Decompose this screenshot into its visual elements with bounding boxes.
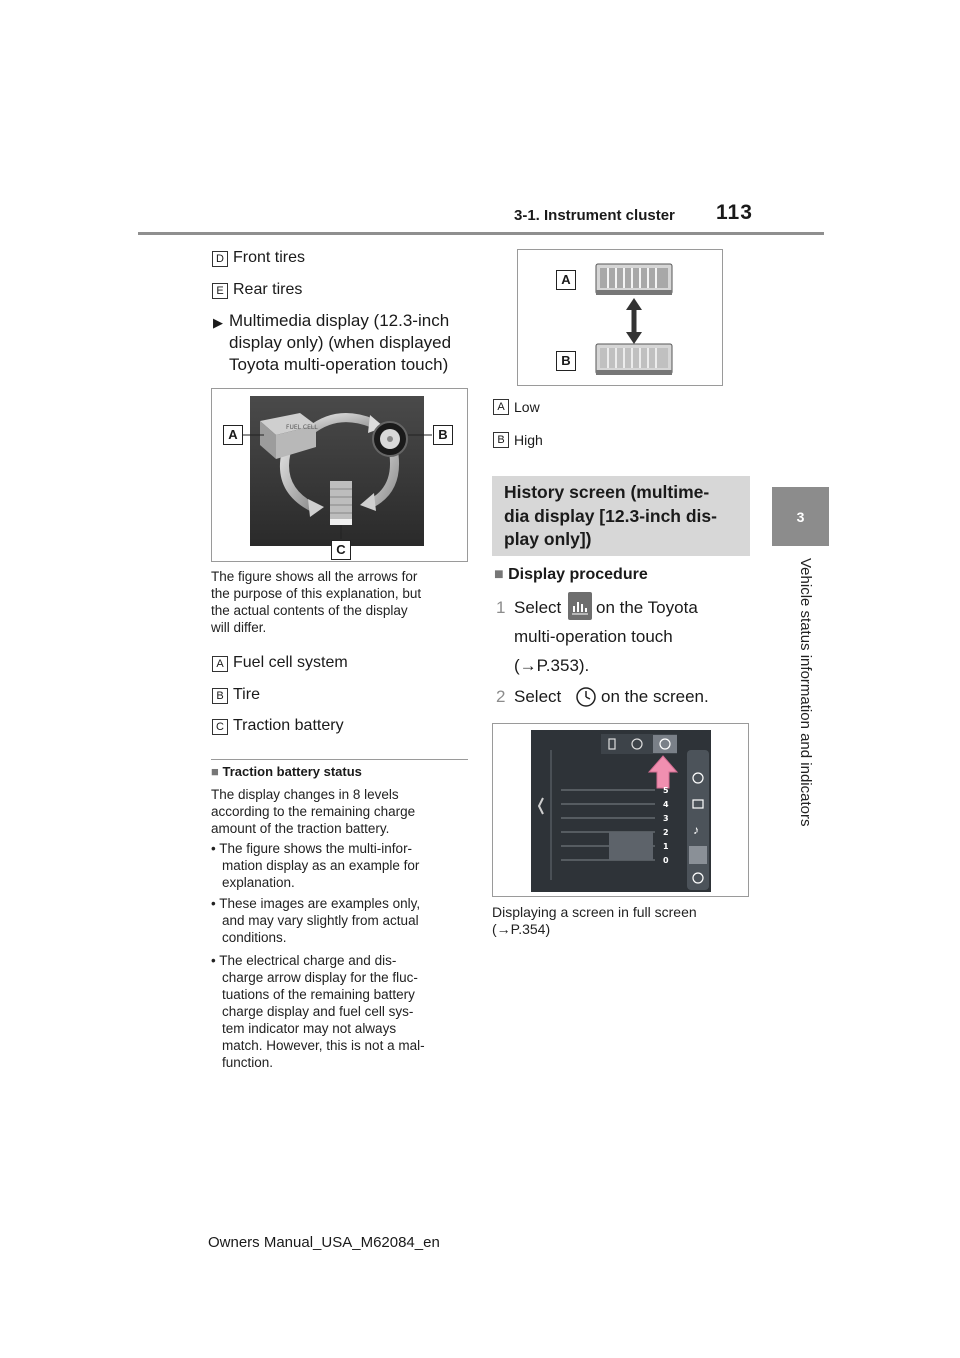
- body-line: amount of the traction battery.: [211, 821, 390, 836]
- header-rule: [138, 232, 824, 235]
- energy-flow-illustration: [212, 389, 467, 561]
- screen-background: [531, 730, 711, 892]
- note-bullet-3: [211, 952, 425, 1071]
- procedure-title-text: Display procedure: [508, 566, 648, 583]
- scale-label: 2: [663, 828, 669, 837]
- badge-b: B: [212, 688, 228, 704]
- caption-line: the purpose of this explanation, but: [211, 586, 422, 601]
- note-line: function.: [222, 1055, 274, 1070]
- badge-a: A: [212, 656, 228, 672]
- badge-a: A: [493, 399, 509, 415]
- caption-line: will differ.: [211, 620, 267, 635]
- rear-tires-label: Rear tires: [233, 281, 303, 298]
- note-line: mation display as an example for: [222, 858, 420, 873]
- caption-line: The figure shows all the arrows for: [211, 569, 418, 584]
- note-line: conditions.: [222, 930, 287, 945]
- double-arrow-icon: [626, 298, 642, 344]
- traction-battery-label: Traction battery: [233, 717, 344, 734]
- heading-line: History screen (multime-: [504, 482, 710, 502]
- history-heading: [504, 481, 749, 552]
- callout-a: A: [556, 270, 576, 290]
- note-line: charge arrow display for the fluc-: [222, 970, 418, 985]
- section-title: 3-1. Instrument cluster: [514, 207, 675, 224]
- footer: Owners Manual_USA_M62084_en: [208, 1234, 440, 1251]
- energy-menu-selected[interactable]: [689, 846, 707, 864]
- callout-c: C: [331, 540, 351, 560]
- scale-label: 1: [663, 842, 669, 851]
- scale-label: 5: [663, 786, 669, 795]
- history-screen-figure: [492, 723, 749, 897]
- tire-label: Tire: [233, 686, 260, 703]
- traction-battery-icon: [330, 481, 352, 525]
- chapter-tab[interactable]: 3: [772, 487, 829, 546]
- caption-line[interactable]: (→P.354): [492, 921, 551, 937]
- heading-line: dia display [12.3-inch dis-: [504, 505, 717, 526]
- figure1-caption: [211, 568, 421, 636]
- chapter-label: Vehicle status information and indicators: [797, 558, 814, 827]
- note-line: tuations of the remaining battery: [222, 987, 415, 1002]
- triangle-bullet-icon: ▶: [213, 315, 223, 330]
- callout-b: B: [433, 425, 453, 445]
- callout-b: B: [556, 351, 576, 371]
- note-line: explanation.: [222, 875, 295, 890]
- high-label: High: [514, 432, 543, 448]
- note-line: and may vary slightly from actual: [222, 913, 419, 928]
- caption-line: the actual contents of the display: [211, 603, 408, 618]
- note-line: • These images are examples only,: [211, 896, 421, 911]
- note-line: tem indicator may not always: [222, 1021, 397, 1036]
- history-bar: [609, 832, 653, 860]
- bullet-line: Toyota multi-operation touch): [229, 355, 449, 374]
- battery-level-illustration: [518, 250, 722, 385]
- divider: [211, 759, 468, 760]
- multimedia-bullet: [229, 310, 451, 376]
- battery-level-figure: [517, 249, 723, 386]
- front-tires-label: Front tires: [233, 249, 306, 266]
- note-line: • The figure shows the multi-infor-: [211, 841, 413, 856]
- note-line: charge display and fuel cell sys-: [222, 1004, 414, 1019]
- page-number: 113: [716, 201, 753, 224]
- history-screen-illustration: [531, 730, 711, 892]
- body-line: The display changes in 8 levels: [211, 787, 399, 802]
- step-1-ref[interactable]: (→P.353).: [514, 656, 590, 675]
- note-line: match. However, this is not a mal-: [222, 1038, 425, 1053]
- subhead: [211, 764, 362, 779]
- low-label: Low: [514, 399, 540, 415]
- back-arrow-icon[interactable]: [539, 798, 543, 814]
- step-2-text: on the screen.: [601, 687, 709, 706]
- step-2-select: Select: [514, 687, 562, 706]
- subhead-text: Traction battery status: [222, 764, 362, 779]
- note-bullet-1: [211, 840, 419, 891]
- scale-label: 3: [663, 814, 669, 823]
- side-menu: [687, 750, 709, 890]
- note-line: • The electrical charge and dis-: [211, 953, 397, 968]
- note-bullet-2: [211, 895, 420, 946]
- step-1-line2: multi-operation touch: [514, 627, 673, 646]
- music-icon[interactable]: ♪: [693, 823, 699, 837]
- energy-flow-figure: [211, 388, 468, 562]
- fuel-cell-system-label: Fuel cell system: [233, 654, 348, 671]
- step-2-number: 2: [496, 687, 506, 706]
- battery-high-icon: [596, 344, 672, 375]
- square-marker-icon: ■: [494, 566, 504, 583]
- callout-a: A: [223, 425, 243, 445]
- bar-chart-icon: [568, 592, 592, 620]
- badge-c: C: [212, 719, 228, 735]
- fuel-cell-text: FUEL CELL: [286, 424, 318, 431]
- pointer-arrow-icon: [649, 756, 677, 788]
- battery-status-body: [211, 786, 415, 837]
- history-tab-selected[interactable]: [653, 735, 677, 753]
- bullet-line: Multimedia display (12.3-inch: [229, 311, 450, 330]
- procedure-title: [494, 566, 648, 584]
- badge-b: B: [493, 432, 509, 448]
- caption-line: Displaying a screen in full screen: [492, 904, 697, 920]
- clock-icon: [575, 686, 597, 713]
- tire-icon: [373, 422, 407, 456]
- heading-line: play only]): [504, 529, 592, 549]
- screen-caption: [492, 904, 697, 938]
- scale-label: 4: [663, 800, 669, 809]
- scale-label: 0: [663, 856, 669, 865]
- battery-low-icon: [596, 264, 672, 295]
- badge-d: D: [212, 251, 228, 267]
- body-line: according to the remaining charge: [211, 804, 416, 819]
- bullet-line: display only) (when displayed: [229, 333, 452, 352]
- step-1-number: 1: [496, 598, 506, 617]
- square-marker-icon: ■: [211, 764, 219, 779]
- step-1-text: on the Toyota: [596, 598, 698, 617]
- step-1-select: Select: [514, 598, 562, 617]
- badge-e: E: [212, 283, 228, 299]
